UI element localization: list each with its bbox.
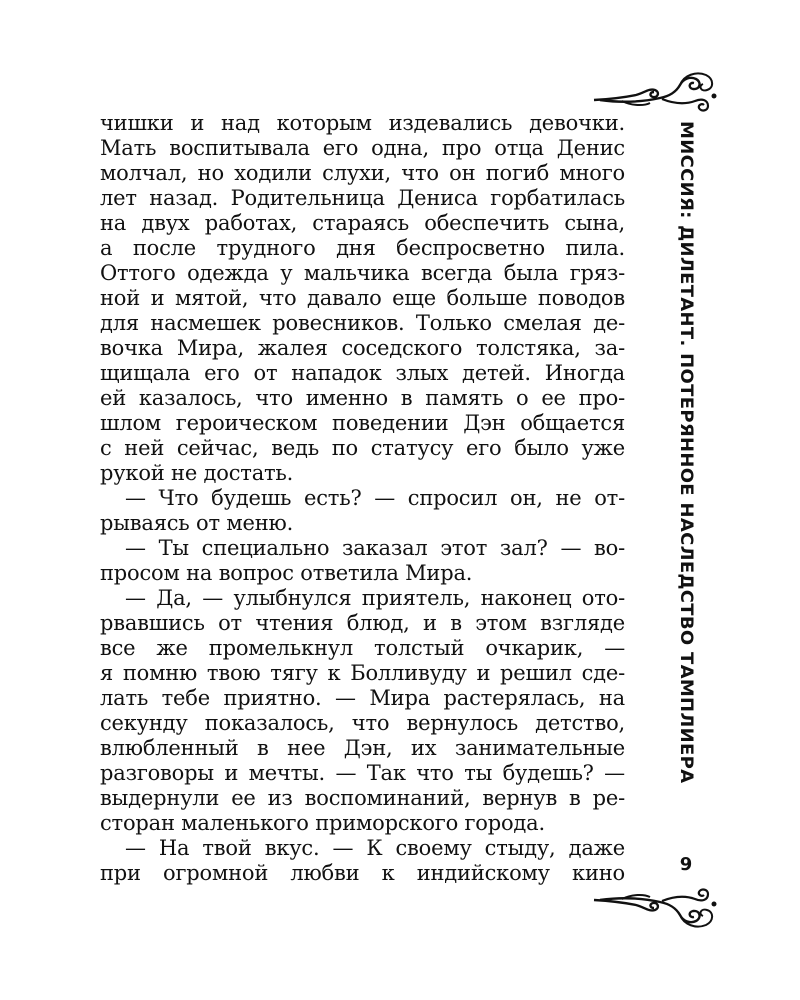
text-line: выдернули ее из воспоминаний, вернув в ре-: [100, 786, 625, 810]
text-line: рукой не достать.: [100, 461, 294, 485]
text-line: с ней сейчас, ведь по статусу его было уже: [100, 436, 625, 460]
text-line: — На твой вкус. — К своему стыду, даже: [125, 836, 625, 860]
text-line: сторан маленького приморского города.: [100, 811, 545, 835]
text-line: на двух работах, стараясь обеспечить сына,: [100, 211, 625, 235]
text-line: — Да, — улыбнулся приятель, наконец ото-: [125, 586, 625, 610]
page-number: 9: [679, 854, 693, 875]
text-line: ей казалось, что именно в память о ее про-: [100, 386, 625, 410]
running-title: МИССИЯ: ДИЛЕТАНТ. ПОТЕРЯННОЕ НАСЛЕДСТВО ТАМПЛИЕРА: [676, 121, 696, 784]
text-line: разговоры и мечты. — Так что ты будешь? —: [100, 761, 625, 785]
text-line: щищала его от нападок злых детей. Иногда: [100, 361, 625, 385]
text-line: все же промелькнул толстый очкарик, —: [100, 636, 625, 660]
text-line: вочка Мира, жалея соседского толстяка, за-: [100, 336, 625, 360]
text-line: просом на вопрос ответила Мира.: [100, 561, 473, 585]
decorative-flourish-bottom: [592, 878, 720, 928]
text-line: при огромной любви к индийскому кино: [100, 861, 625, 885]
text-line: — Ты специально заказал этот зал? — во-: [125, 536, 625, 560]
text-line: лет назад. Родительница Дениса горбатилась: [100, 186, 625, 210]
text-line: Оттого одежда у мальчика всегда была гряз-: [100, 261, 625, 285]
text-line: лать тебе приятно. — Мира растерялась, на: [100, 686, 625, 710]
text-line: секунду показалось, что вернулось детство,: [100, 711, 625, 735]
text-line: Мать воспитывала его одна, про отца Денис: [100, 136, 625, 160]
text-line: для насмешек ровесников. Только смелая де-: [100, 311, 625, 335]
text-line: шлом героическом поведении Дэн общается: [100, 411, 625, 435]
text-line: рываясь от меню.: [100, 511, 294, 535]
text-line: рвавшись от чтения блюд, и в этом взгляде: [100, 611, 625, 635]
text-line: ной и мятой, что давало еще больше поводов: [100, 286, 625, 310]
text-line: влюбленный в нее Дэн, их занимательные: [100, 736, 625, 760]
text-line: а после трудного дня беспросветно пила.: [100, 236, 625, 260]
text-line: — Что будешь есть? — спросил он, не от-: [125, 486, 625, 510]
body-text: [100, 111, 625, 886]
text-line: я помню твою тягу к Болливуду и решил сде-: [100, 661, 625, 685]
text-line: молчал, но ходили слухи, что он погиб много: [100, 161, 625, 185]
text-line: чишки и над которым издевались девочки.: [100, 111, 625, 135]
